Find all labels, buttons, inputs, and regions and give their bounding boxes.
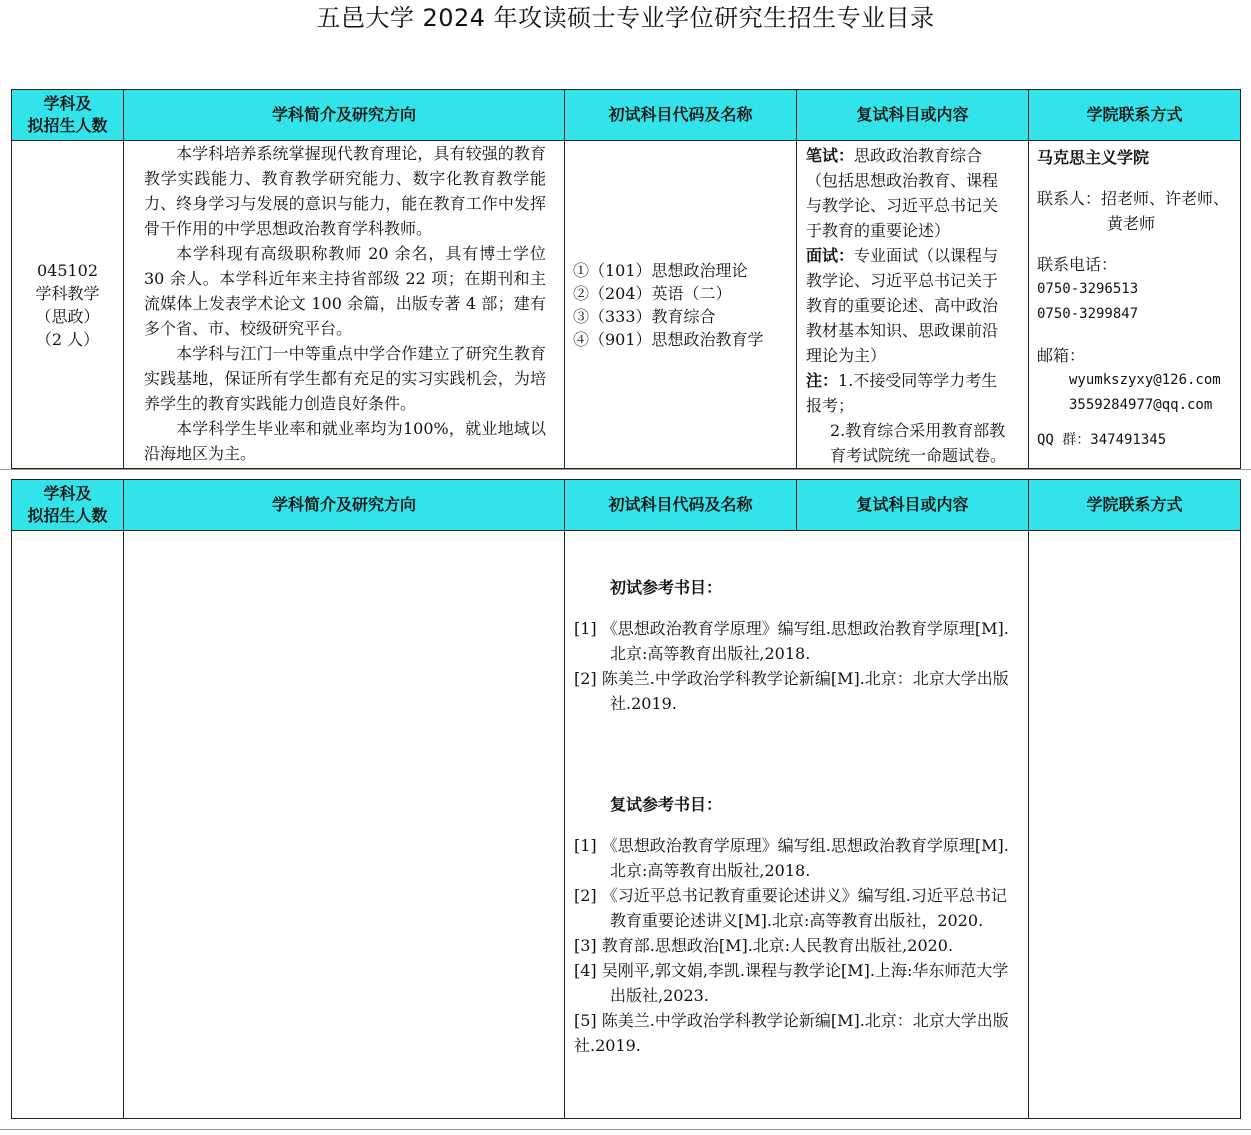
reference-item: [2] 《习近平总书记教育重要论述讲义》编写组.习近平总书记教育重要论述讲义[M].北京:高等教育出版社，2020. [574, 886, 1007, 930]
phone-label: 联系电话： [1037, 255, 1118, 274]
table-row [12, 531, 1241, 1119]
empty-cell [1029, 531, 1241, 1119]
header-intro: 学科简介及研究方向 [124, 480, 565, 531]
retest-refs-title: 复试参考书目： [610, 795, 723, 814]
reference-item: [1] 《思想政治教育学原理》编写组.思想政治教育学原理[M].北京:高等教育出版社,2018. [574, 836, 1009, 880]
reference-item: [5] 陈美兰.中学政治学科教学论新编[M].北京：北京大学出版社.2019. [574, 1011, 1009, 1055]
contact-person: 联系人：招老师、许老师、 [1037, 189, 1230, 208]
program-quota: （2 人） [35, 329, 100, 349]
phone-number: 0750-3296513 [1037, 281, 1139, 297]
header-initial-exam: 初试科目代码及名称 [565, 90, 797, 141]
references-cell [565, 531, 1029, 1119]
school-name: 马克思主义学院 [1037, 148, 1150, 167]
header-subject-quota: 学科及 拟招生人数 [12, 480, 124, 531]
table-row [12, 141, 1241, 469]
retest-written: 笔试：思政政治教育综合（包括思想政治教育、课程与教学论、习近平总书记关于教育的重要论述） [806, 146, 999, 240]
intro-paragraph: 本学科与江门一中等重点中学合作建立了研究生教育实践基地，保证所有学生都有充足的实习实践机会，为培养学生的教育实践能力创造良好条件。 [144, 344, 546, 413]
intro-cell [124, 141, 565, 469]
page-title: 五邑大学 2024 年攻读硕士专业学位研究生招生专业目录 [316, 4, 935, 32]
page-divider [0, 1129, 1251, 1130]
contact-cell [1029, 141, 1241, 469]
program-cell [12, 141, 124, 469]
intro-paragraph: 本学科培养系统掌握现代教育理论，具有较强的教育教学实践能力、教育教学研究能力、数字化教育教学能力、终身学习与发展的意识与能力，能在教育工作中发挥骨干作用的中学思想政治教育学科教师。 [144, 144, 546, 238]
header-contact: 学院联系方式 [1029, 90, 1241, 141]
intro-paragraph: 本学科学生毕业率和就业率均为100%，就业地域以沿海地区为主。 [144, 419, 546, 463]
header-subject-quota: 学科及 拟招生人数 [12, 90, 124, 141]
initial-refs-title: 初试参考书目： [610, 578, 723, 597]
page-divider [0, 469, 1251, 470]
reference-item: [1] 《思想政治教育学原理》编写组.思想政治教育学原理[M].北京:高等教育出版社,2018. [574, 619, 1009, 663]
reference-item: [4] 吴刚平,郭文娟,李凯.课程与教学论[M].上海:华东师范大学出版社,2023. [574, 961, 1009, 1005]
exam-item: ③（333）教育综合 [573, 306, 716, 326]
empty-cell [12, 531, 124, 1119]
reference-item: [2] 陈美兰.中学政治学科教学论新编[M].北京：北京大学出版社.2019. [574, 669, 1009, 713]
header-intro: 学科简介及研究方向 [124, 90, 565, 141]
table-header-row [12, 90, 1241, 141]
email-label: 邮箱： [1037, 346, 1086, 365]
retest-note: 注：1.不接受同等学力考生报考； [806, 371, 998, 415]
header-contact: 学院联系方式 [1029, 480, 1241, 531]
exam-item: ④（901）思想政治教育学 [573, 329, 764, 349]
reference-item: [3] 教育部.思想政治[M].北京:人民教育出版社,2020. [574, 936, 954, 955]
program-table-continued [11, 479, 1241, 1119]
qq-group: QQ 群：347491345 [1037, 432, 1167, 448]
intro-paragraph: 本学科现有高级职称教师 20 余名，具有博士学位 30 余人。本学科近年来主持省部级 22 项；在期刊和主流媒体上发表学术论文 100 余篇，出版专著 4 部；建有多个省、市、校级研究平台。 [144, 244, 546, 338]
retest-interview: 面试：专业面试（以课程与教学论、习近平总书记关于教育的重要论述、高中政治教材基本知识、思政课前沿理论为主） [806, 246, 999, 365]
email-address: wyumkszyxy@126.com [1069, 372, 1221, 388]
contact-person-2: 黄老师 [1107, 214, 1156, 233]
empty-cell [124, 531, 565, 1119]
exam-item: ②（204）英语（二） [573, 283, 732, 303]
program-sub: （思政） [35, 306, 100, 326]
program-code: 045102 [36, 260, 99, 280]
header-retest: 复试科目或内容 [797, 90, 1029, 141]
program-name: 学科教学 [35, 283, 100, 303]
header-retest: 复试科目或内容 [797, 480, 1029, 531]
header-initial-exam: 初试科目代码及名称 [565, 480, 797, 531]
table-header-row [12, 480, 1241, 531]
phone-number: 0750-3299847 [1037, 306, 1139, 322]
retest-cell [797, 141, 1029, 469]
email-address: 3559284977@qq.com [1069, 397, 1213, 413]
retest-note-2: 2.教育综合采用教育部教育考试院统一命题试卷。 [830, 421, 1007, 465]
program-table [11, 89, 1241, 469]
initial-exam-cell [565, 141, 797, 469]
exam-item: ①（101）思想政治理论 [573, 260, 748, 280]
